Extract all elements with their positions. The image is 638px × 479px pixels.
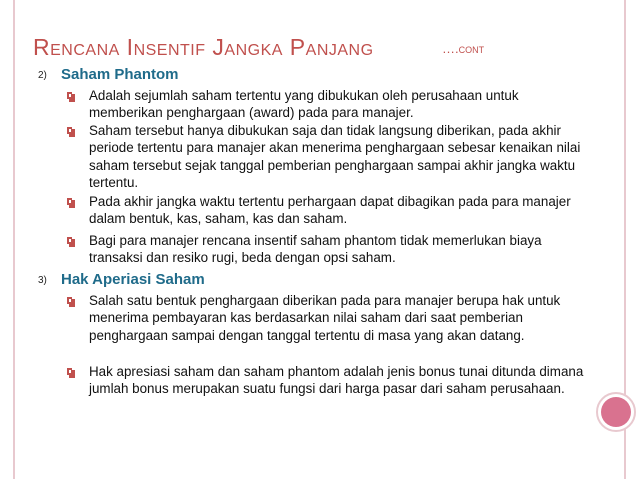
section-number: 3) [38, 275, 47, 286]
bullet-text: Pada akhir jangka waktu tertentu perhargaan dapat dibagikan pada para manajer dalam bentuk, kas, saham, kas dan saham. [89, 194, 571, 227]
bullet-text: Adalah sejumlah saham tertentu yang dibukukan oleh perusahaan untuk memberikan penghargaan (award) pada para manajer. [89, 88, 519, 121]
decorative-circle-dot [601, 397, 631, 427]
slide-title-text: Rencana Insentif Jangka Panjang [33, 34, 374, 60]
slide-title [33, 34, 374, 61]
sprocket-bullet-icon [66, 236, 76, 248]
bullet-text: Salah satu bentuk penghargaan diberikan pada para manajer berupa hak untuk menerima pembayaran kas berdasarkan nilai saham dari saat pemberian penghargaan sampai dengan tanggal tertentu di masa yang akan datang. [89, 293, 561, 343]
sprocket-bullet-icon [66, 197, 76, 209]
slide-title-suffix: ….cont [442, 41, 485, 56]
sprocket-bullet-icon [66, 367, 76, 379]
bullet-text: Bagi para manajer rencana insentif saham phantom tidak memerlukan biaya transaksi dan resiko rugi, beda dengan opsi saham. [89, 233, 542, 266]
section-title: Hak Aperiasi Saham [61, 271, 205, 288]
bullet-text: Hak apresiasi saham dan saham phantom adalah jenis bonus tunai ditunda dimana jumlah bonus merupakan suatu fungsi dari harga pasar dari saham perusahaan. [89, 364, 584, 397]
section-number: 2) [38, 70, 47, 81]
section-title: Saham Phantom [61, 66, 179, 83]
left-border-line [13, 0, 15, 479]
bullet-text: Saham tersebut hanya dibukukan saja dan tidak langsung diberikan, pada akhir periode tertentu para manajer akan menerima penghargaan sebesar kenaikan nilai saham tersebut sejak tanggal pemberian penghargaan sampai akhir jangka waktu tertentu. [89, 123, 581, 190]
sprocket-bullet-icon [66, 126, 76, 138]
sprocket-bullet-icon [66, 91, 76, 103]
sprocket-bullet-icon [66, 296, 76, 308]
